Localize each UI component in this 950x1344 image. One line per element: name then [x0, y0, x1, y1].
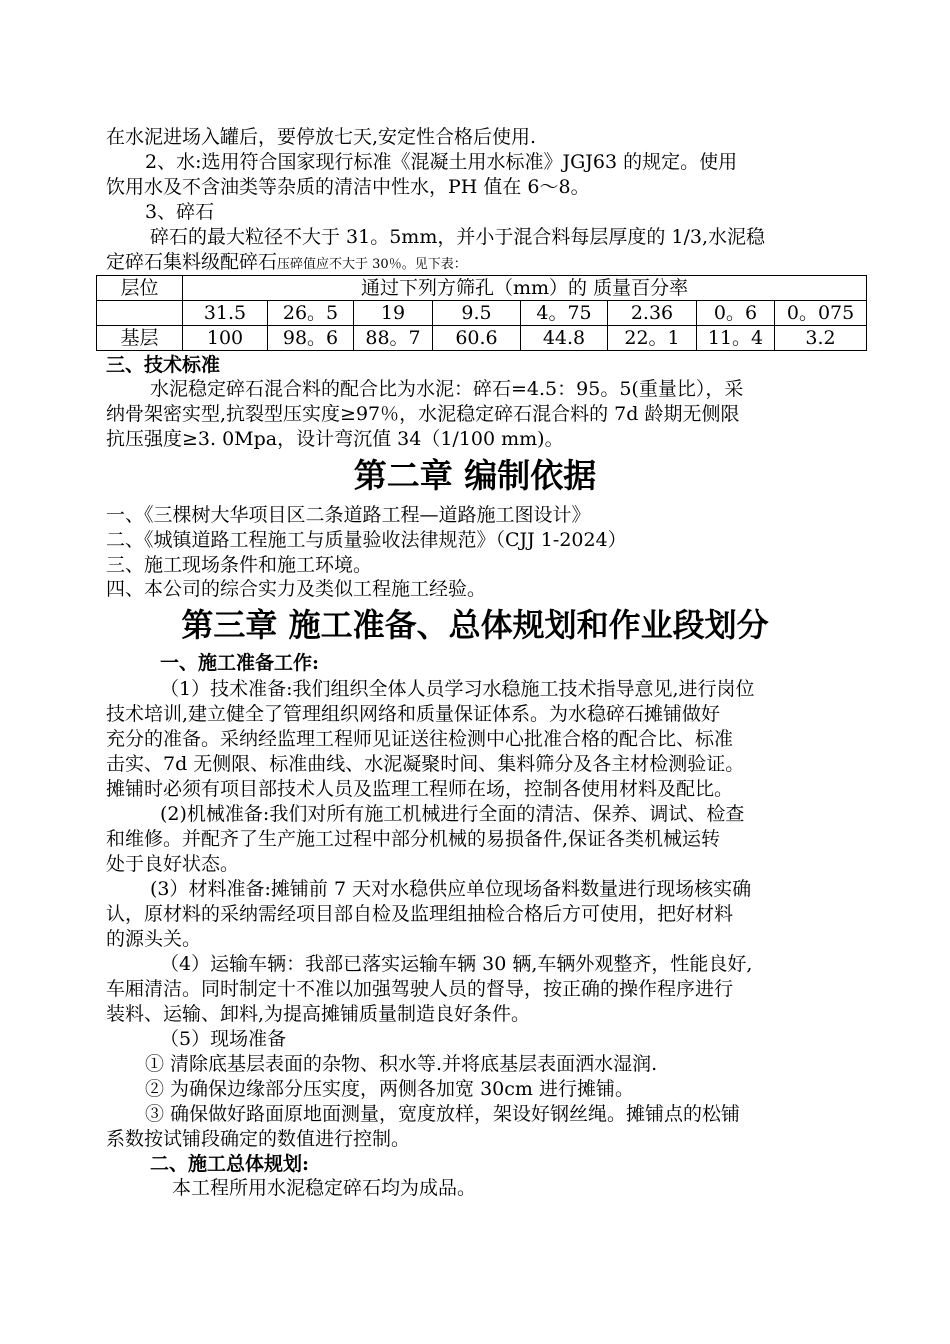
tech-standard-line3: 抗压强度≥3. 0Mpa，设计弯沉值 34（1/100 mm)。 — [106, 428, 564, 450]
tech-prep-line1: （1）技术准备:我们组织全体人员学习水稳施工技术指导意见,进行岗位 — [160, 678, 755, 700]
sieve-size-cell: 0。075 — [775, 301, 867, 326]
passing-value-cell: 3.2 — [775, 326, 867, 351]
tech-standard-line1: 水泥稳定碎石混合料的配合比为水泥：碎石=4.5：95。5(重量比），采 — [150, 378, 744, 400]
base-layer-row — [97, 326, 867, 351]
cement-storage-text: 在水泥进场入罐后，要停放七天,安定性合格后使用. — [106, 126, 537, 148]
sieve-size-cell: 2.36 — [608, 301, 697, 326]
gravel-spec-line2 — [106, 250, 851, 277]
site-prep-item2: ② 为确保边缘部分压实度，两侧各加宽 30cm 进行摊铺。 — [145, 1078, 634, 1100]
material-prep-line3: 的源头关。 — [106, 928, 202, 950]
table-cell — [97, 301, 183, 326]
basis-item: 一、《三棵树大华项目区二条道路工程—道路施工图设计》 — [106, 504, 591, 526]
transport-line3: 装料、运输、卸料,为提高摊铺质量制造良好条件。 — [106, 1003, 531, 1025]
transport-line1: （4）运输车辆：我部已落实运输车辆 30 辆,车辆外观整齐，性能良好, — [160, 953, 753, 975]
sieve-size-cell: 31.5 — [183, 301, 268, 326]
water-spec-line2: 饮用水及不含油类等杂质的清洁中性水，PH 值在 6～8。 — [106, 176, 590, 198]
basis-item: 三、施工现场条件和施工环境。 — [106, 554, 373, 576]
row-label-cell: 基层 — [97, 326, 183, 351]
tech-prep-line4: 击实、7d 无侧限、标准曲线、水泥凝聚时间、集料筛分及各主材检测验证。 — [106, 753, 745, 775]
sieve-size-cell: 9.5 — [433, 301, 521, 326]
machine-prep-line1: (2)机械准备:我们对所有施工机械进行全面的清洁、保养、调试、检查 — [160, 803, 745, 825]
tech-prep-line5: 摊铺时必须有项目部技术人员及监理工程师在场，控制各使用材料及配比。 — [106, 778, 734, 800]
site-prep-item3-line2: 系数按试铺段确定的数值进行控制。 — [106, 1128, 411, 1150]
sieve-size-cell: 0。6 — [697, 301, 775, 326]
basis-item: 四、本公司的综合实力及类似工程施工经验。 — [106, 578, 487, 600]
layer-header-cell: 层位 — [97, 276, 183, 301]
site-prep-item1: ① 清除底基层表面的杂物、积水等.并将底基层表面洒水湿润. — [145, 1053, 658, 1075]
grading-table — [96, 275, 867, 351]
chapter3-title: 第三章 施工准备、总体规划和作业段划分 — [181, 606, 769, 644]
gravel-spec-line2-note: 压碎值应不大于 30％。见下表： — [277, 257, 467, 272]
material-prep-line2: 认，原材料的采纳需经项目部自检及监理组抽检合格后方可使用，把好材料 — [106, 903, 734, 925]
passing-value-cell: 100 — [183, 326, 268, 351]
gravel-spec-line2-main: 定碎石集料级配碎石 — [106, 251, 278, 273]
tech-prep-line2: 技术培训,建立健全了管理组织网络和质量保证体系。为水稳碎石摊铺做好 — [106, 703, 721, 725]
sieve-size-cell: 4。75 — [521, 301, 608, 326]
passing-value-cell: 44.8 — [521, 326, 608, 351]
sieve-size-cell: 26。5 — [268, 301, 354, 326]
sieve-size-cell: 19 — [354, 301, 433, 326]
tech-standard-heading: 三、技术标准 — [106, 354, 221, 376]
sieve-span-header-cell: 通过下列方筛孔（mm）的 质量百分率 — [183, 276, 867, 301]
gravel-subtitle: 3、碎石 — [145, 201, 215, 223]
material-prep-line1: (3）材料准备:摊铺前 7 天对水稳供应单位现场备料数量进行现场核实确 — [150, 878, 752, 900]
passing-value-cell: 22。1 — [608, 326, 697, 351]
tech-prep-line3: 充分的准备。采纳经监理工程师见证送往检测中心批准合格的配合比、标准 — [106, 728, 734, 750]
gravel-spec-line1: 碎石的最大粒径不大于 31。5mm，并小于混合料每层厚度的 1/3,水泥稳 — [150, 226, 765, 248]
tech-standard-line2: 纳骨架密实型,抗裂型压实度≥97％，水泥稳定碎石混合料的 7d 龄期无侧限 — [106, 403, 740, 425]
passing-value-cell: 60.6 — [433, 326, 521, 351]
site-prep-item3-line1: ③ 确保做好路面原地面测量，宽度放样，架设好钢丝绳。摊铺点的松铺 — [145, 1103, 741, 1125]
machine-prep-line3: 处于良好状态。 — [106, 853, 240, 875]
prep-work-heading: 一、施工准备工作: — [160, 652, 320, 674]
site-prep-heading: （5）现场准备 — [160, 1028, 287, 1050]
table-header-row — [97, 276, 867, 301]
water-spec-line1: 2、水:选用符合国家现行标准《混凝土用水标准》JGJ63 的规定。使用 — [145, 151, 738, 173]
chapter2-title: 第二章 编制依据 — [353, 456, 597, 495]
sieve-size-row — [97, 301, 867, 326]
overall-plan-heading: 二、施工总体规划: — [150, 1153, 310, 1175]
passing-value-cell: 98。6 — [268, 326, 354, 351]
machine-prep-line2: 和维修。并配齐了生产施工过程中部分机械的易损备件,保证各类机械运转 — [106, 828, 721, 850]
passing-value-cell: 11。4 — [697, 326, 775, 351]
basis-item: 二、《城镇道路工程施工与质量验收法律规范》（CJJ 1-2024） — [106, 529, 627, 551]
transport-line2: 车厢清洁。同时制定十不准以加强驾驶人员的督导，按正确的操作程序进行 — [106, 978, 734, 1000]
passing-value-cell: 88。7 — [354, 326, 433, 351]
overall-plan-line1: 本工程所用水泥稳定碎石均为成品。 — [172, 1177, 477, 1199]
